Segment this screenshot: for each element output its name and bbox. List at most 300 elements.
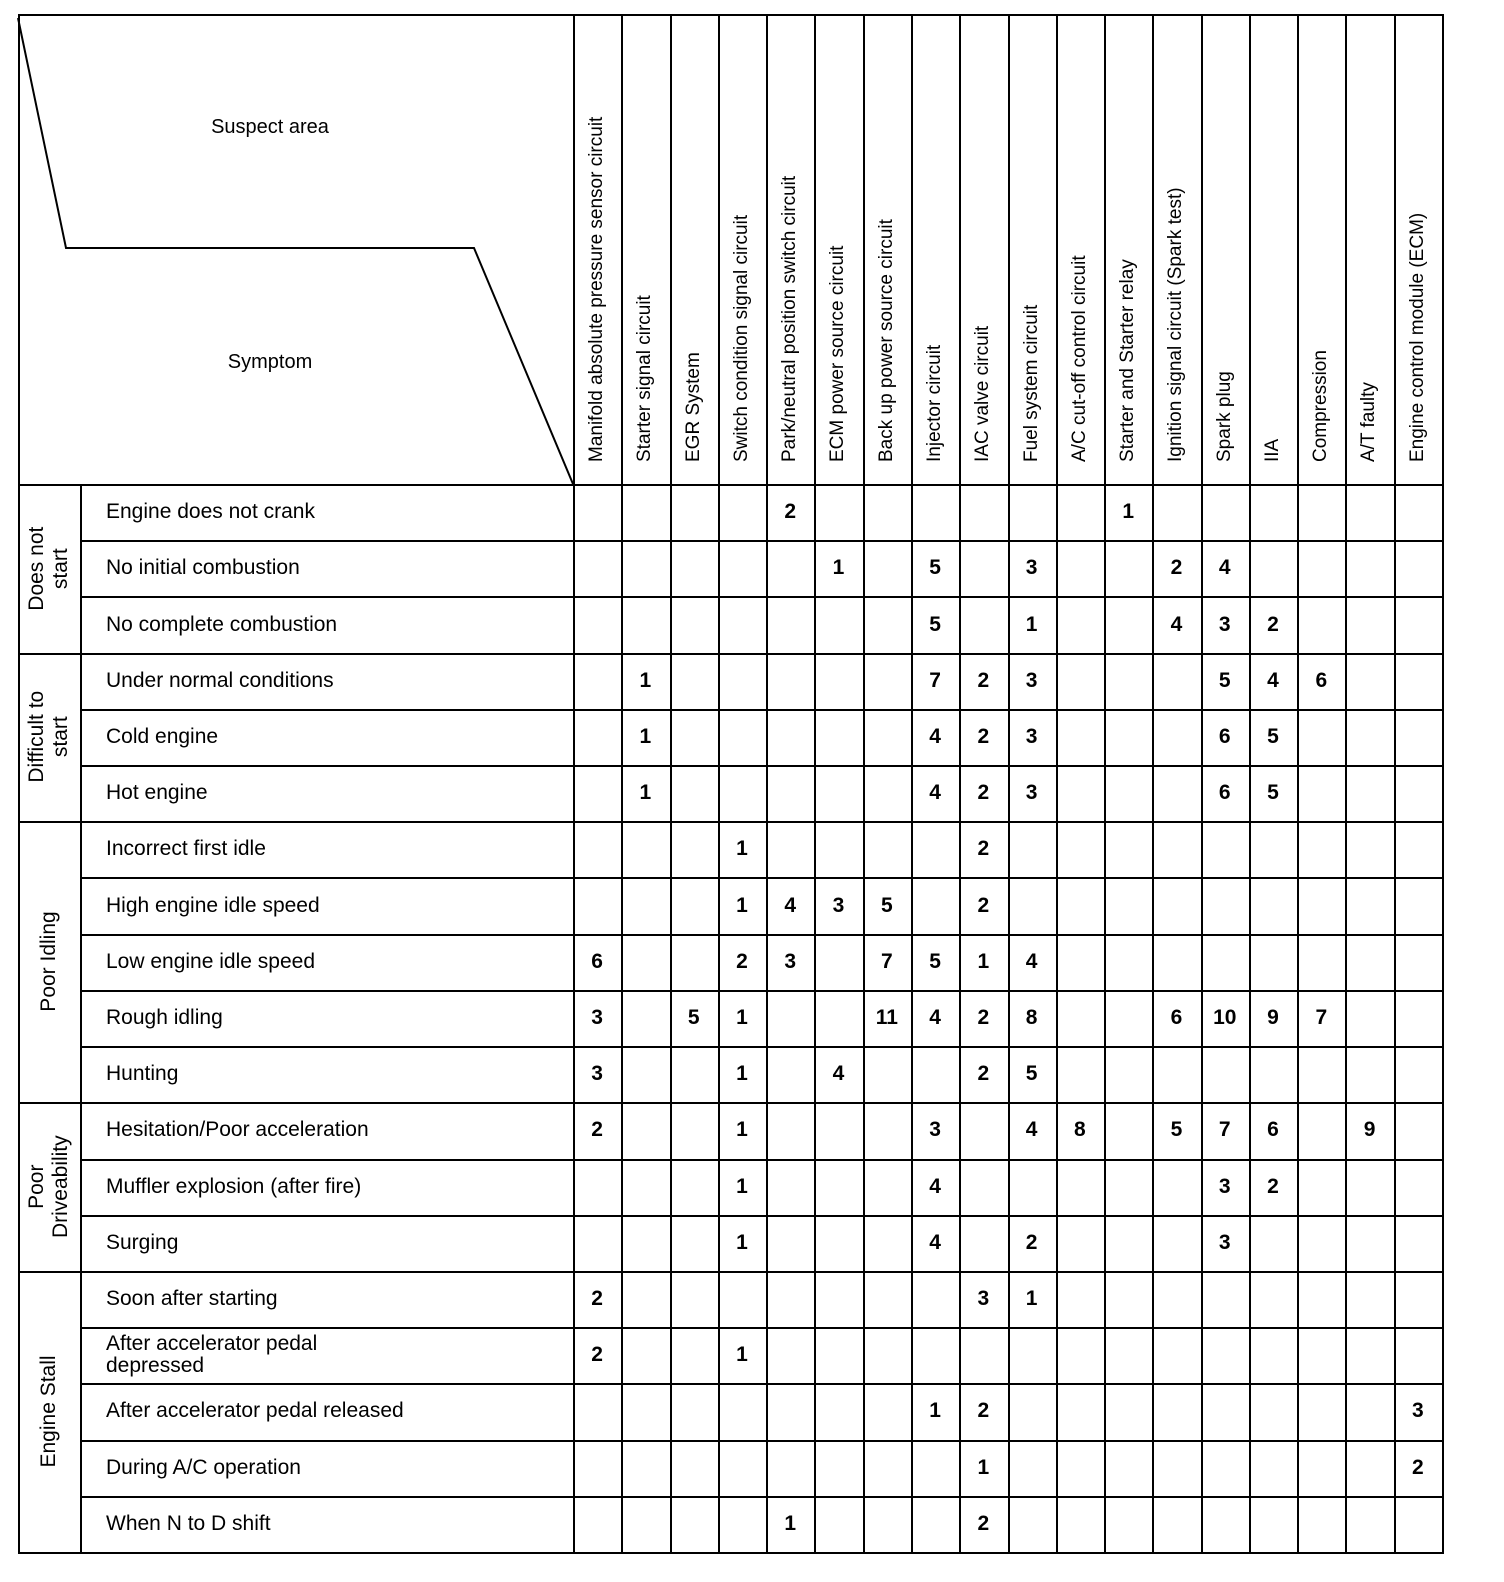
priority-cell [1056, 1046, 1104, 1102]
priority-cell [1104, 990, 1152, 1046]
priority-cell [1249, 934, 1297, 990]
priority-cell [814, 709, 862, 765]
column-header: IAC valve circuit [972, 325, 994, 462]
priority-cell: 5 [1025, 1062, 1038, 1086]
priority-cell [1201, 1271, 1249, 1327]
priority-cell [766, 1102, 814, 1158]
symptom-label: Hesitation/Poor acceleration [106, 1118, 369, 1142]
priority-cell: 6 [1267, 1118, 1279, 1142]
priority-cell: 6 [1170, 1005, 1183, 1029]
symptom-label: Under normal conditions [106, 668, 334, 692]
priority-cell [621, 1383, 669, 1439]
column-header: Ignition signal circuit (Spark test) [1165, 187, 1187, 462]
priority-cell [766, 596, 814, 652]
priority-cell [1249, 877, 1297, 933]
priority-cell [1249, 821, 1297, 877]
priority-cell [1394, 1046, 1442, 1102]
priority-cell [1201, 1440, 1249, 1496]
priority-cell [573, 540, 621, 596]
priority-cell [959, 1159, 1007, 1215]
priority-cell [718, 765, 766, 821]
priority-cell: 2 [977, 1062, 990, 1086]
priority-cell: 2 [1170, 556, 1183, 580]
priority-cell [766, 1440, 814, 1496]
priority-cell [621, 540, 669, 596]
priority-cell [718, 1383, 766, 1439]
priority-cell [766, 653, 814, 709]
priority-cell: 1 [736, 1230, 748, 1254]
priority-cell [1345, 990, 1393, 1046]
priority-cell: 2 [1267, 612, 1279, 636]
priority-cell [1152, 821, 1200, 877]
priority-cell [1249, 1383, 1297, 1439]
symptom-group-label: Difficult to start [25, 691, 72, 783]
priority-cell [621, 1159, 669, 1215]
priority-cell [863, 821, 911, 877]
priority-cell [1104, 821, 1152, 877]
priority-cell [766, 540, 814, 596]
priority-cell [1056, 877, 1104, 933]
priority-cell: 4 [929, 724, 941, 748]
priority-cell [1152, 1327, 1200, 1383]
priority-cell: 1 [784, 1511, 797, 1535]
priority-cell [1104, 709, 1152, 765]
priority-cell [863, 1046, 911, 1102]
priority-cell [863, 1496, 911, 1552]
symptom-group-label: Poor Idling [37, 911, 60, 1012]
priority-cell [1297, 1496, 1345, 1552]
column-header: IIA [1261, 438, 1283, 462]
priority-cell [1056, 1215, 1104, 1271]
priority-cell [718, 540, 766, 596]
priority-cell [670, 821, 718, 877]
priority-cell: 2 [977, 1511, 990, 1535]
priority-cell: 3 [929, 1118, 941, 1142]
priority-cell [1008, 1159, 1056, 1215]
priority-cell [1152, 765, 1200, 821]
priority-cell [718, 596, 766, 652]
priority-cell: 4 [929, 1174, 941, 1198]
priority-cell [670, 765, 718, 821]
priority-cell [1297, 540, 1345, 596]
priority-cell [814, 821, 862, 877]
priority-cell [766, 1271, 814, 1327]
column-header: Starter signal circuit [634, 295, 656, 462]
priority-cell [1008, 1440, 1056, 1496]
priority-cell: 3 [591, 1005, 603, 1029]
priority-cell [573, 596, 621, 652]
priority-cell [1394, 653, 1442, 709]
column-header: Compression [1310, 350, 1332, 462]
priority-cell [1297, 1159, 1345, 1215]
priority-cell [1008, 1327, 1056, 1383]
priority-cell [1249, 540, 1297, 596]
priority-cell [670, 1159, 718, 1215]
priority-cell [1394, 821, 1442, 877]
priority-cell [718, 484, 766, 540]
priority-cell: 3 [591, 1062, 603, 1086]
priority-cell [1152, 1383, 1200, 1439]
priority-cell [1152, 877, 1200, 933]
priority-cell [621, 1440, 669, 1496]
priority-cell [1056, 934, 1104, 990]
priority-cell [766, 709, 814, 765]
priority-cell [573, 765, 621, 821]
priority-cell [1345, 709, 1393, 765]
priority-cell [1345, 653, 1393, 709]
priority-cell: 2 [1267, 1174, 1279, 1198]
priority-cell: 1 [639, 781, 652, 805]
column-header: Engine control module (ECM) [1406, 212, 1428, 462]
priority-cell [814, 484, 862, 540]
table-border-top [18, 14, 1444, 16]
priority-cell [959, 596, 1007, 652]
priority-cell [863, 765, 911, 821]
priority-cell [766, 821, 814, 877]
priority-cell [1394, 1271, 1442, 1327]
priority-cell [670, 653, 718, 709]
symptom-label: Cold engine [106, 724, 219, 748]
priority-cell: 7 [1315, 1005, 1328, 1029]
priority-cell [1104, 1440, 1152, 1496]
priority-cell [1297, 765, 1345, 821]
priority-cell [863, 1215, 911, 1271]
priority-cell: 1 [736, 1174, 748, 1198]
priority-cell [1008, 484, 1056, 540]
priority-cell [814, 990, 862, 1046]
column-header: Injector circuit [923, 344, 945, 462]
priority-cell: 2 [977, 781, 990, 805]
priority-cell [670, 1383, 718, 1439]
priority-cell [911, 1327, 959, 1383]
priority-cell: 5 [929, 612, 941, 636]
priority-cell: 1 [736, 1005, 748, 1029]
priority-cell [1152, 1440, 1200, 1496]
priority-cell [621, 1215, 669, 1271]
priority-cell [1345, 596, 1393, 652]
priority-cell [573, 821, 621, 877]
priority-cell [1056, 1327, 1104, 1383]
priority-cell [959, 1327, 1007, 1383]
priority-cell [1104, 765, 1152, 821]
priority-cell [959, 1215, 1007, 1271]
priority-cell: 1 [977, 949, 990, 973]
priority-cell: 3 [784, 949, 797, 973]
priority-cell [1345, 1327, 1393, 1383]
priority-cell [1297, 1046, 1345, 1102]
priority-cell [670, 1496, 718, 1552]
priority-cell [814, 653, 862, 709]
priority-cell: 6 [1218, 781, 1231, 805]
priority-cell [621, 934, 669, 990]
priority-cell [1152, 1271, 1200, 1327]
priority-cell [814, 1102, 862, 1158]
priority-cell [911, 1440, 959, 1496]
priority-cell [1056, 596, 1104, 652]
priority-cell [1297, 1102, 1345, 1158]
symptom-label: When N to D shift [106, 1511, 271, 1535]
priority-cell [863, 484, 911, 540]
symptom-label: No initial combustion [106, 556, 300, 580]
priority-cell [1345, 821, 1393, 877]
priority-cell [1201, 484, 1249, 540]
priority-cell: 4 [1267, 668, 1279, 692]
column-header: A/C cut-off control circuit [1068, 255, 1090, 462]
priority-cell [621, 1046, 669, 1102]
priority-cell: 5 [1267, 724, 1279, 748]
priority-cell [814, 1496, 862, 1552]
priority-cell: 3 [832, 893, 845, 917]
priority-cell [621, 821, 669, 877]
priority-cell [1008, 877, 1056, 933]
priority-cell [621, 484, 669, 540]
priority-cell: 7 [880, 949, 893, 973]
priority-cell: 5 [1218, 668, 1231, 692]
priority-cell [766, 765, 814, 821]
priority-cell [1104, 1271, 1152, 1327]
priority-cell [863, 1102, 911, 1158]
table-border-right [1442, 14, 1444, 1554]
priority-cell [670, 877, 718, 933]
priority-cell: 2 [1025, 1230, 1038, 1254]
priority-cell: 2 [977, 1399, 990, 1423]
priority-cell: 6 [1218, 724, 1231, 748]
priority-cell [1394, 765, 1442, 821]
priority-cell [1152, 709, 1200, 765]
priority-cell: 5 [929, 949, 941, 973]
priority-cell: 3 [1025, 668, 1038, 692]
priority-cell: 2 [977, 893, 990, 917]
priority-cell [1297, 877, 1345, 933]
priority-cell [1249, 1271, 1297, 1327]
priority-cell: 1 [639, 668, 652, 692]
priority-cell [1394, 540, 1442, 596]
priority-cell: 3 [1025, 781, 1038, 805]
priority-cell [1249, 1440, 1297, 1496]
priority-cell [1104, 934, 1152, 990]
priority-cell [1201, 1327, 1249, 1383]
priority-cell [573, 877, 621, 933]
priority-cell [1249, 484, 1297, 540]
priority-cell [863, 1159, 911, 1215]
symptom-group-label: Engine Stall [37, 1355, 60, 1468]
priority-cell: 2 [591, 1287, 603, 1311]
priority-cell [621, 1271, 669, 1327]
priority-cell [863, 653, 911, 709]
priority-cell [573, 1440, 621, 1496]
priority-cell [670, 1271, 718, 1327]
priority-cell [1104, 540, 1152, 596]
priority-cell [863, 540, 911, 596]
priority-cell [814, 765, 862, 821]
priority-cell [766, 1159, 814, 1215]
symptom-label: After accelerator pedal released [106, 1399, 404, 1423]
symptom-label: Incorrect first idle [106, 837, 266, 861]
priority-cell [1152, 1215, 1200, 1271]
priority-cell [1056, 1271, 1104, 1327]
symptom-group-label: Does not start [25, 526, 72, 611]
priority-cell [1297, 1383, 1345, 1439]
priority-cell [1104, 1046, 1152, 1102]
priority-cell [621, 1496, 669, 1552]
priority-cell [863, 596, 911, 652]
priority-cell [863, 709, 911, 765]
priority-cell [670, 1215, 718, 1271]
priority-cell [1394, 1159, 1442, 1215]
priority-cell: 2 [977, 1005, 990, 1029]
priority-cell [1152, 484, 1200, 540]
priority-cell: 4 [832, 1062, 845, 1086]
priority-cell [1297, 1271, 1345, 1327]
priority-cell [1297, 709, 1345, 765]
column-header: ECM power source circuit [827, 245, 849, 462]
priority-cell [573, 484, 621, 540]
priority-cell: 2 [977, 668, 990, 692]
priority-cell [1394, 934, 1442, 990]
priority-cell: 1 [736, 837, 748, 861]
column-header: Spark plug [1213, 371, 1235, 462]
priority-cell: 9 [1363, 1118, 1376, 1142]
priority-cell: 1 [832, 556, 845, 580]
priority-cell: 2 [977, 724, 990, 748]
priority-cell [766, 1215, 814, 1271]
priority-cell [573, 1215, 621, 1271]
priority-cell [911, 1046, 959, 1102]
priority-cell [814, 1271, 862, 1327]
symptom-label: Surging [106, 1230, 179, 1254]
priority-cell [1152, 934, 1200, 990]
priority-cell [1056, 1440, 1104, 1496]
column-header: A/T faulty [1358, 382, 1380, 462]
group-column-divider [80, 484, 82, 1552]
priority-cell [1297, 821, 1345, 877]
priority-cell [718, 1496, 766, 1552]
symptom-label: Symptom [227, 351, 313, 373]
priority-cell: 1 [736, 1118, 748, 1142]
priority-cell: 5 [929, 556, 941, 580]
priority-cell: 5 [1170, 1118, 1183, 1142]
priority-cell [1056, 653, 1104, 709]
priority-cell: 9 [1267, 1005, 1279, 1029]
priority-cell [621, 1102, 669, 1158]
priority-cell [1297, 1327, 1345, 1383]
priority-cell: 10 [1213, 1005, 1237, 1029]
priority-cell [911, 1496, 959, 1552]
column-header: Park/neutral position switch circuit [779, 175, 801, 462]
priority-cell [670, 540, 718, 596]
priority-cell [814, 1327, 862, 1383]
priority-cell [911, 1271, 959, 1327]
symptom-label: Hunting [106, 1062, 179, 1086]
priority-cell [1056, 1159, 1104, 1215]
column-header: Back up power source circuit [875, 219, 897, 462]
priority-cell: 1 [736, 893, 748, 917]
symptom-label: Engine does not crank [106, 500, 315, 524]
priority-cell [621, 877, 669, 933]
priority-cell [718, 709, 766, 765]
priority-cell [1056, 540, 1104, 596]
priority-cell [766, 1046, 814, 1102]
priority-cell: 1 [736, 1062, 748, 1086]
priority-cell [670, 596, 718, 652]
priority-cell [1345, 1215, 1393, 1271]
priority-cell [959, 484, 1007, 540]
priority-cell [718, 1440, 766, 1496]
symptom-group-label: Poor Driveability [25, 1135, 72, 1238]
priority-cell [1201, 821, 1249, 877]
priority-cell [863, 1327, 911, 1383]
priority-cell [573, 653, 621, 709]
priority-cell [1394, 877, 1442, 933]
column-header: Fuel system circuit [1020, 304, 1042, 462]
priority-cell [718, 653, 766, 709]
priority-cell [1201, 1383, 1249, 1439]
priority-cell: 4 [929, 1230, 941, 1254]
priority-cell [766, 1383, 814, 1439]
priority-cell [1201, 877, 1249, 933]
priority-cell: 2 [784, 500, 797, 524]
priority-cell: 3 [977, 1287, 990, 1311]
priority-cell: 4 [784, 893, 797, 917]
priority-cell [1104, 653, 1152, 709]
priority-cell [911, 484, 959, 540]
priority-cell [1345, 1440, 1393, 1496]
priority-cell [1104, 1159, 1152, 1215]
priority-cell [1056, 484, 1104, 540]
priority-cell [1394, 990, 1442, 1046]
column-header: EGR System [682, 352, 704, 462]
priority-cell [959, 540, 1007, 596]
priority-cell [670, 1327, 718, 1383]
priority-cell [1249, 1046, 1297, 1102]
symptom-label: After accelerator pedal depressed [106, 1332, 318, 1378]
priority-cell [1104, 877, 1152, 933]
priority-cell [863, 1440, 911, 1496]
priority-cell [1345, 1046, 1393, 1102]
column-header: Manifold absolute pressure sensor circuit [586, 116, 607, 462]
priority-cell: 1 [1025, 612, 1038, 636]
priority-cell: 3 [1412, 1399, 1424, 1423]
suspect-area-label: Suspect area [211, 116, 329, 138]
priority-cell [1056, 990, 1104, 1046]
priority-cell: 1 [639, 724, 652, 748]
priority-cell [1345, 934, 1393, 990]
priority-cell: 4 [1025, 1118, 1038, 1142]
priority-cell: 1 [1025, 1287, 1038, 1311]
priority-cell [1297, 1440, 1345, 1496]
column-header: Switch condition signal circuit [730, 214, 752, 462]
priority-cell [1104, 1383, 1152, 1439]
priority-cell [1152, 1159, 1200, 1215]
priority-cell: 3 [1218, 1230, 1231, 1254]
priority-cell [1056, 709, 1104, 765]
symptom-label: Low engine idle speed [106, 949, 315, 973]
priority-cell [621, 1327, 669, 1383]
priority-cell [1394, 484, 1442, 540]
priority-cell [1201, 1496, 1249, 1552]
priority-cell [1345, 765, 1393, 821]
priority-cell: 1 [977, 1455, 990, 1479]
priority-cell [1249, 1496, 1297, 1552]
priority-cell [1056, 1496, 1104, 1552]
table-border-bottom [18, 1552, 1444, 1554]
priority-cell [1056, 765, 1104, 821]
priority-cell [814, 1159, 862, 1215]
symptom-label: High engine idle speed [106, 893, 320, 917]
priority-cell: 8 [1025, 1005, 1038, 1029]
priority-cell [1394, 709, 1442, 765]
priority-cell [1345, 540, 1393, 596]
